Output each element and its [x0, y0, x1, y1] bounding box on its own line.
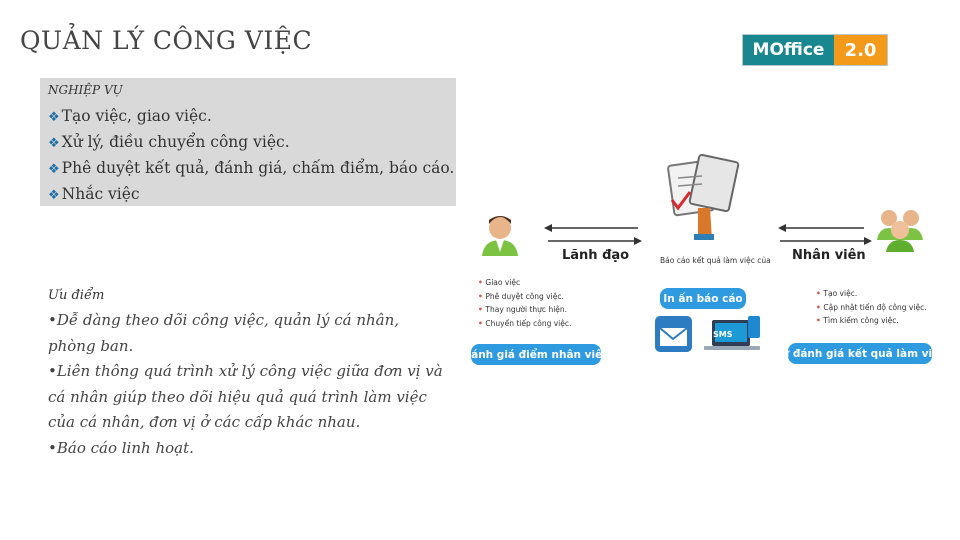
- list-item: • Giao việc: [478, 276, 571, 290]
- print-report-button[interactable]: In ấn báo cáo: [660, 288, 746, 309]
- moffice-logo: [742, 34, 888, 66]
- list-item: •Báo cáo linh hoạt.: [48, 438, 194, 457]
- list-item: ❖ Xử lý, điều chuyển công việc.: [48, 133, 290, 151]
- diamond-bullet-icon: ❖: [48, 136, 60, 151]
- workflow-diagram: [462, 148, 946, 378]
- list-item: • Cập nhật tiến độ công việc.: [816, 301, 927, 315]
- staff-arrows: [778, 224, 872, 245]
- evaluate-staff-button[interactable]: Đánh giá điểm nhân viên: [471, 344, 601, 365]
- report-caption: Báo cáo kết quả làm việc của: [660, 256, 771, 265]
- list-item: • Thay người thực hiện.: [478, 303, 571, 317]
- nghiep-vu-panel: [40, 78, 456, 206]
- list-item: ❖ Tạo việc, giao việc.: [48, 107, 212, 125]
- staff-task-list: [816, 287, 927, 328]
- staff-group-icon: [877, 210, 923, 252]
- diamond-bullet-icon: ❖: [48, 110, 60, 125]
- logo-text: MOffice: [743, 35, 834, 65]
- page-title: QUẢN LÝ CÔNG VIỆC: [20, 26, 313, 55]
- staff-label: Nhân viên: [792, 248, 866, 263]
- list-item: ❖ Phê duyệt kết quả, đánh giá, chấm điểm, báo cáo.: [48, 159, 455, 177]
- list-item: • Phê duyệt công việc.: [478, 290, 571, 304]
- self-evaluate-button[interactable]: Tự đánh giá kết quả làm việc: [788, 343, 932, 364]
- list-item: •Dễ dàng theo dõi công việc, quản lý cá nhân, phòng ban.: [48, 311, 400, 355]
- list-item: • Tìm kiếm công việc.: [816, 314, 927, 328]
- nghiep-vu-heading: NGHIỆP VỤ: [48, 83, 123, 97]
- logo-version: 2.0: [834, 35, 887, 65]
- uu-diem-body: [48, 308, 448, 461]
- diamond-bullet-icon: ❖: [48, 162, 60, 177]
- leader-label: Lãnh đạo: [562, 248, 630, 263]
- uu-diem-heading: Ưu điểm: [48, 288, 105, 303]
- leader-icon: [482, 216, 518, 256]
- report-documents-icon: [668, 154, 739, 240]
- sms-label: SMS: [713, 330, 733, 339]
- leader-task-list: [478, 276, 571, 330]
- email-icon: [655, 316, 692, 352]
- list-item: • Tạo việc.: [816, 287, 927, 301]
- diamond-bullet-icon: ❖: [48, 188, 60, 203]
- list-item: •Liên thông quá trình xử lý công việc giữa đơn vị và cá nhân giúp theo dõi hiệu quả quá trình làm việc của cá nhân, đơn vị ở các cấp khác nhau.: [48, 362, 443, 431]
- nghiep-vu-list: [48, 104, 454, 208]
- leader-arrows: [544, 224, 642, 245]
- list-item: • Chuyển tiếp công việc.: [478, 317, 571, 331]
- list-item: ❖ Nhắc việc: [48, 185, 140, 203]
